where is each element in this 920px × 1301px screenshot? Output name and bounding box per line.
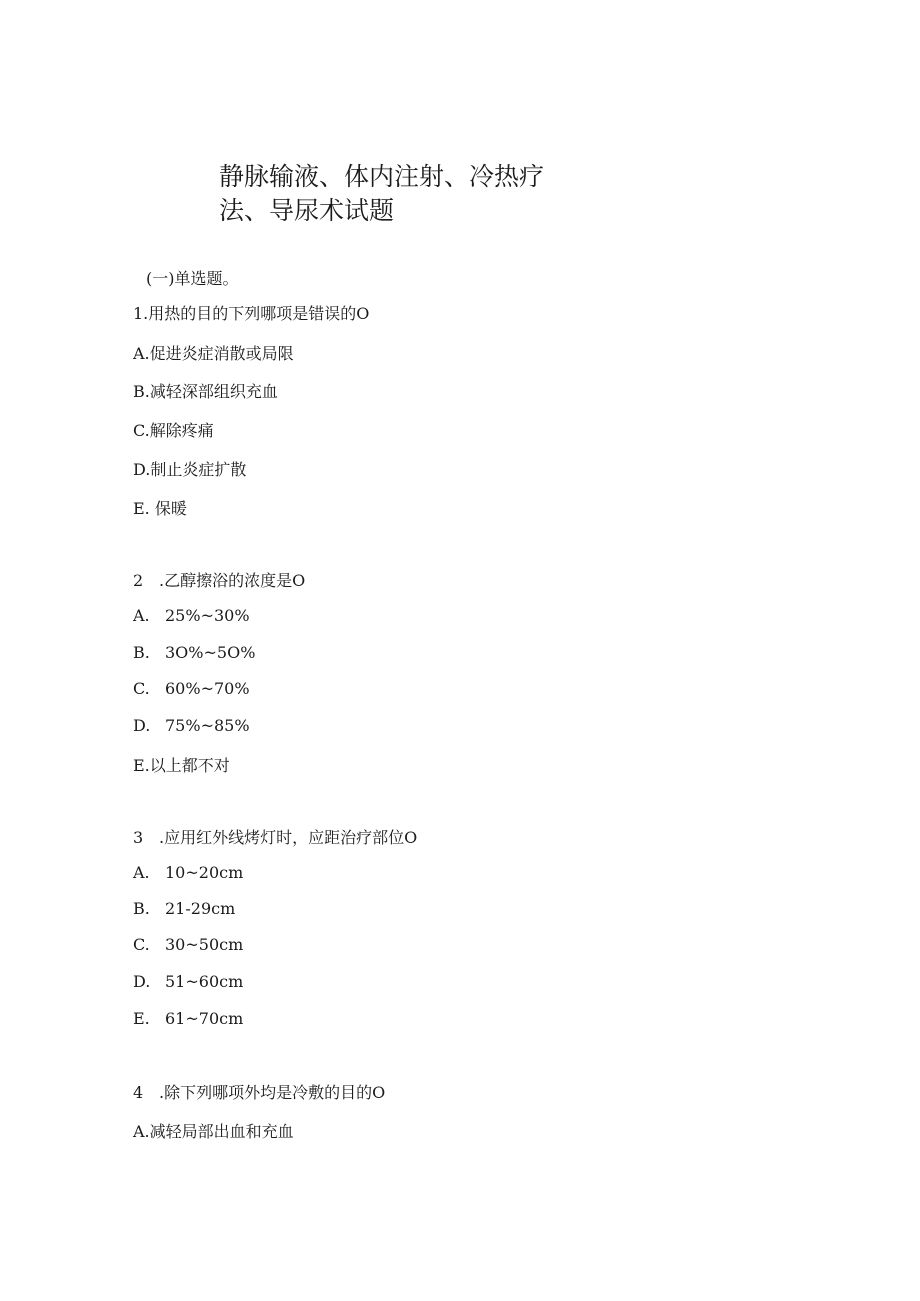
question-4-option-a: A.减轻局部出血和充血 <box>133 1122 294 1141</box>
question-3-option-a <box>133 863 243 882</box>
question-2-option-e: E.以上都不对 <box>133 756 230 775</box>
question-2-option-d <box>133 716 250 735</box>
option-letter: B. <box>133 899 150 918</box>
question-1-stem: 1.用热的目的下列哪项是错误的O <box>133 304 370 323</box>
question-2-text: .乙醇擦浴的浓度是O <box>159 571 306 590</box>
option-text: 75%~85% <box>165 716 250 735</box>
question-1-option-d: D.制止炎症扩散 <box>133 460 247 479</box>
option-letter: A. <box>133 863 150 882</box>
option-letter: D. <box>133 972 151 991</box>
option-letter: D. <box>133 716 151 735</box>
option-text: 51~60cm <box>165 972 244 991</box>
question-4-text: .除下列哪项外均是冷敷的目的O <box>159 1083 386 1102</box>
question-3-option-c <box>133 935 243 954</box>
question-2-stem <box>133 568 305 591</box>
option-text: 21-29cm <box>165 899 236 918</box>
option-text: 3O%~5O% <box>165 643 256 662</box>
section-heading: (一)单选题。 <box>146 269 239 288</box>
option-text: 30~50cm <box>165 935 244 954</box>
option-letter: C. <box>133 935 150 954</box>
document-title <box>219 160 549 228</box>
option-text: 10~20cm <box>165 863 244 882</box>
option-text: 61~70cm <box>165 1009 244 1028</box>
question-4-number: 4 <box>133 1083 144 1102</box>
question-2-number: 2 <box>133 571 144 590</box>
question-1-option-a: A.促进炎症消散或局限 <box>133 344 294 363</box>
option-letter: C. <box>133 679 150 698</box>
question-3-stem <box>133 825 417 848</box>
question-3-text: .应用红外线烤灯时，应距治疗部位O <box>159 828 418 847</box>
question-3-option-e <box>133 1009 243 1028</box>
option-text: 25%~30% <box>165 606 250 625</box>
question-4-stem <box>133 1080 385 1103</box>
option-letter: B. <box>133 643 150 662</box>
question-1-option-c: C.解除疼痛 <box>133 421 214 440</box>
question-2-option-c <box>133 679 250 698</box>
title-line-2: 法、导尿术试题 <box>219 196 395 225</box>
question-1-option-b: B.减轻深部组织充血 <box>133 382 278 401</box>
question-2-option-b <box>133 643 255 662</box>
option-letter: A. <box>133 606 150 625</box>
question-1-option-e: E. 保暖 <box>133 499 187 518</box>
option-text: 60%~70% <box>165 679 250 698</box>
question-3-option-d <box>133 972 243 991</box>
title-line-1: 静脉输液、体内注射、冷热疗 <box>219 162 545 191</box>
question-2-option-a <box>133 606 250 625</box>
option-letter: E. <box>133 1009 150 1028</box>
question-3-number: 3 <box>133 828 144 847</box>
question-3-option-b <box>133 899 235 918</box>
